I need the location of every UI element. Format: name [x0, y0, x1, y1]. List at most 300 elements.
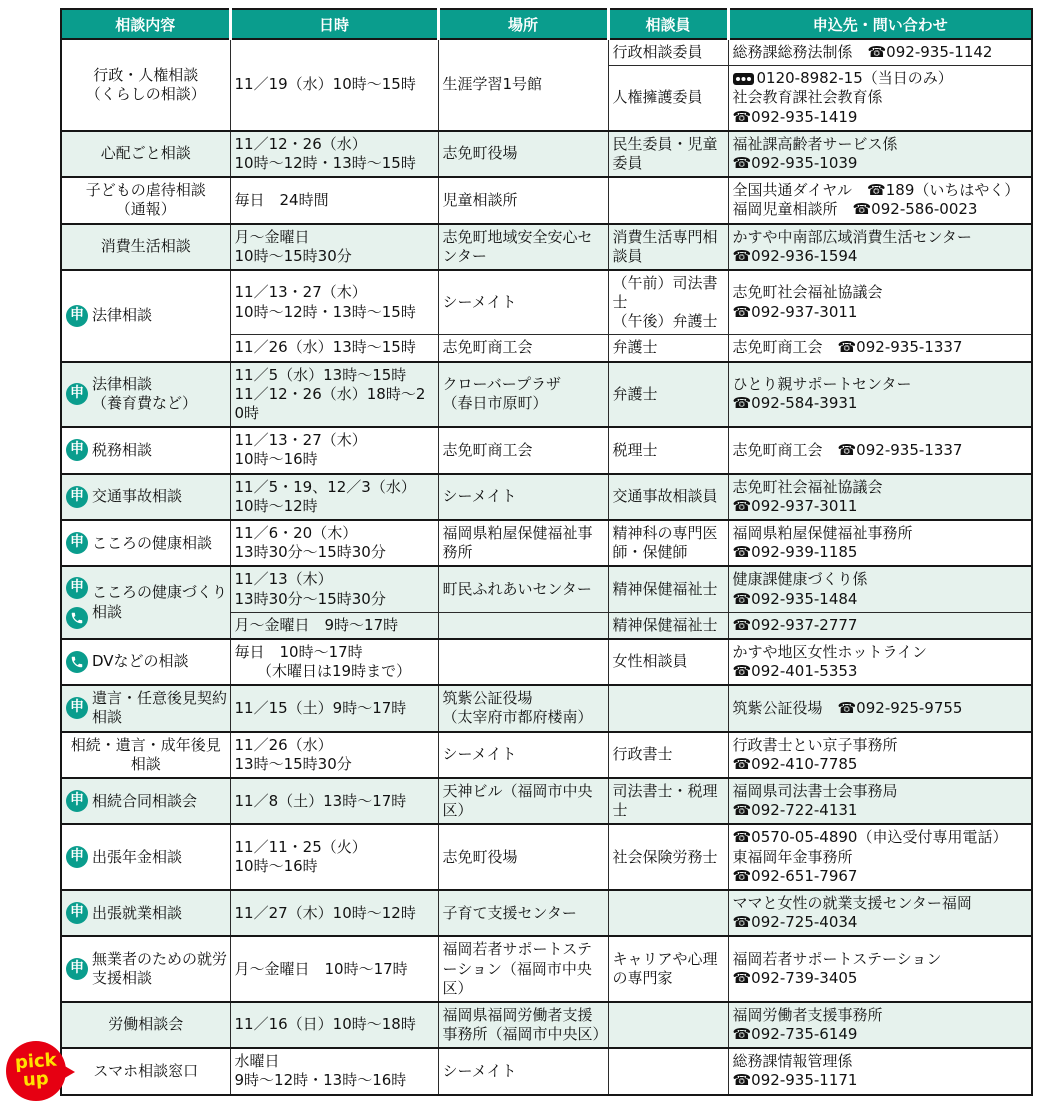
text-line: 総務課総務法制係 ☎092-935-1142 [732, 43, 993, 61]
column-header: 相談員 [608, 9, 728, 39]
text-line: 0120-8982-15（当日のみ） [733, 69, 1028, 88]
text-line: ☎092-410-7785 [732, 754, 858, 773]
text-line: 全国共通ダイヤル ☎189（いちはやく） [732, 181, 1020, 200]
cell-consult-type [61, 224, 230, 270]
text-line: 子育て支援センター [442, 903, 577, 922]
text-line: 行政書士とい京子事務所 [732, 735, 898, 754]
text-line: 11／5・19、12／3（水） [234, 477, 416, 496]
text-line: 月～金曜日 10時～17時 [234, 959, 408, 978]
text-line: 筑紫公証役場 ☎092-925-9755 [732, 698, 963, 717]
cell-datetime [230, 39, 438, 131]
pickup-badge-line1: pick [14, 1050, 58, 1074]
consult-type-label [92, 306, 152, 325]
text-line: 11／13（木） [234, 570, 333, 589]
icon-stack [66, 305, 88, 327]
cell-place [438, 732, 608, 778]
text-line: ☎092-937-2777 [732, 615, 858, 634]
icon-stack [66, 532, 88, 554]
text-line: 遺言・任意後見契約相談 [92, 689, 228, 727]
cell-datetime [230, 131, 438, 177]
cell-counselor [608, 474, 728, 520]
cell-consult-type [61, 639, 230, 685]
cell-counselor [608, 427, 728, 473]
consult-type-label [101, 237, 191, 256]
text-line: 志免町商工会 ☎092-935-1337 [732, 338, 963, 357]
cell-consult-type [61, 39, 230, 131]
text-line: スマホ相談窓口 [93, 1061, 199, 1080]
table-body [14, 39, 1032, 1095]
text-line: 精神保健福祉士 [612, 579, 718, 598]
consult-type-label [92, 904, 182, 923]
text-line: 税理士 [612, 440, 658, 459]
table-row [61, 778, 1032, 824]
cell-place [438, 1002, 608, 1048]
cell-contact [728, 1002, 1032, 1048]
consult-type-content [64, 1015, 228, 1034]
phone-icon [66, 607, 88, 629]
text-line: 東福岡年金事務所 [732, 847, 853, 866]
text-line: ☎092-937-3011 [732, 302, 858, 321]
cell-consult-type [61, 685, 230, 731]
text-line: 志免町社会福祉協議会 [732, 477, 883, 496]
text-line: 交通事故相談 [92, 487, 183, 506]
table-row [61, 566, 1032, 612]
text-line: 11／6・20（木） [234, 523, 358, 542]
text-line: 福岡県司法書士会事務局 [732, 782, 898, 800]
text-line: 労働相談会 [108, 1015, 184, 1034]
cell-counselor [608, 732, 728, 778]
phone-icon [66, 651, 88, 673]
consult-type-label [92, 487, 182, 506]
cell-consult-type [61, 890, 230, 936]
text-line: 福岡若者サポートステーション（福岡市中央区） [442, 940, 593, 997]
text-line: 11／16（日）10時～18時 [234, 1015, 416, 1034]
text-line: ☎092-936-1594 [732, 246, 858, 265]
text-line: キャリアや心理の専門家 [612, 949, 718, 988]
text-line: 生涯学習1号館 [442, 75, 543, 94]
cell-datetime [230, 685, 438, 731]
consult-type-content [64, 846, 228, 868]
text-line: こころの健康づくり相談 [92, 583, 228, 621]
text-line: 毎日 24時間 [234, 190, 329, 209]
cell-place [438, 177, 608, 223]
text-line: 女性相談員 [612, 652, 688, 671]
text-line: （木曜日は19時まで） [234, 662, 412, 681]
text-line: 人権擁護委員 [612, 88, 703, 107]
consultation-table [14, 8, 1033, 1096]
text-line: 無業者のための就労支援相談 [92, 949, 228, 988]
cell-place [438, 474, 608, 520]
consult-type-content [64, 305, 228, 327]
cell-contact [728, 66, 1032, 131]
cell-datetime [230, 732, 438, 778]
cell-place [438, 1048, 608, 1094]
table-row [61, 177, 1032, 223]
cell-datetime [230, 566, 438, 612]
apply-icon: 申 [66, 790, 88, 812]
cell-contact [728, 224, 1032, 270]
cell-datetime [230, 520, 438, 566]
freedial-icon [733, 73, 754, 85]
consult-type-content [64, 651, 228, 673]
table-row [61, 520, 1032, 566]
text-line: かすや中南部広域消費生活センター [732, 227, 972, 246]
text-line: シーメイト [442, 1061, 517, 1080]
cell-contact [728, 427, 1032, 473]
text-line: 志免町地域安全安心センター [442, 227, 593, 265]
cell-datetime [230, 890, 438, 936]
consult-type-label [92, 534, 212, 553]
cell-datetime [230, 224, 438, 270]
cell-contact [728, 778, 1032, 824]
text-line: （午前）司法書士 [612, 273, 718, 312]
apply-icon: 申 [66, 439, 88, 461]
cell-counselor [608, 778, 728, 824]
table-row [61, 131, 1032, 177]
cell-counselor [608, 685, 728, 731]
cell-contact [728, 362, 1032, 428]
consult-type-content [64, 375, 228, 413]
cell-place [438, 427, 608, 473]
consult-type-content [64, 439, 228, 461]
cell-counselor [608, 335, 728, 362]
cell-consult-type [61, 778, 230, 824]
cell-contact [728, 566, 1032, 612]
text-line: ☎092-651-7967 [732, 866, 858, 885]
text-line: 精神科の専門医師・保健師 [612, 523, 718, 562]
pickup-badge [6, 1041, 66, 1101]
cell-contact [728, 177, 1032, 223]
consult-type-label [92, 652, 189, 671]
text-line: 毎日 10時～17時 [234, 642, 363, 661]
icon-stack [66, 486, 88, 508]
cell-place [438, 639, 608, 685]
text-line: 弁護士 [612, 338, 658, 357]
table-row [61, 224, 1032, 270]
icon-stack [66, 383, 88, 405]
cell-consult-type [61, 732, 230, 778]
consult-type-label [92, 848, 182, 867]
cell-contact [728, 685, 1032, 731]
cell-counselor [608, 1048, 728, 1094]
cell-datetime [230, 427, 438, 473]
text-line: （くらしの相談） [85, 84, 206, 103]
cell-consult-type [61, 566, 230, 639]
text-line: 志免町役場 [442, 144, 518, 163]
apply-icon: 申 [66, 902, 88, 924]
cell-consult-type [61, 270, 230, 362]
text-line: 志免町社会福祉協議会 [732, 283, 883, 302]
text-line: 13時～15時30分 [234, 754, 352, 773]
text-line: （春日市原町） [442, 394, 548, 413]
text-line: 精神保健福祉士 [612, 615, 718, 634]
text-line: 福岡若者サポートステーション [732, 949, 942, 968]
icon-stack [66, 958, 88, 980]
cell-counselor [608, 520, 728, 566]
text-line: ☎092-937-3011 [732, 496, 858, 515]
text-line: 11／15（土）9時～17時 [234, 698, 407, 717]
text-line: ☎092-725-4034 [732, 913, 858, 932]
cell-datetime [230, 824, 438, 890]
text-line: （養育費など） [92, 394, 198, 413]
cell-consult-type [61, 427, 230, 473]
text-line: 福祉課高齢者サービス係 [732, 134, 898, 153]
cell-place [438, 685, 608, 731]
text-line: DVなどの相談 [92, 652, 189, 671]
text-line: 福岡児童相談所 ☎092-586-0023 [732, 200, 978, 219]
cell-contact [728, 335, 1032, 362]
table-row [61, 890, 1032, 936]
cell-consult-type [61, 1002, 230, 1048]
consult-type-label [92, 441, 152, 460]
text-line: 行政相談委員 [612, 43, 703, 61]
text-line: ☎092-735-6149 [732, 1025, 858, 1044]
text-line: シーメイト [442, 745, 517, 764]
consult-type-label [86, 181, 206, 219]
cell-consult-type [61, 177, 230, 223]
text-line: 月～金曜日 [234, 227, 310, 246]
consult-type-content [64, 950, 228, 988]
text-line: 税務相談 [92, 440, 153, 459]
cell-counselor [608, 131, 728, 177]
cell-contact [728, 890, 1032, 936]
text-line: 11／13・27（木） [234, 431, 367, 450]
pickup-badge-line2: up [22, 1068, 50, 1092]
cell-contact [728, 1048, 1032, 1094]
cell-contact [728, 39, 1032, 66]
cell-datetime [230, 778, 438, 824]
text-line: ☎092-939-1185 [732, 543, 858, 562]
cell-datetime [230, 639, 438, 685]
text-line: 行政書士 [612, 745, 673, 764]
cell-counselor [608, 824, 728, 890]
icon-stack [66, 902, 88, 924]
cell-place [438, 335, 608, 362]
text-line: かすや地区女性ホットライン [732, 642, 928, 661]
text-line: 消費生活相談 [100, 237, 191, 256]
text-line: 出張就業相談 [92, 903, 183, 922]
text-line: 福岡県福岡労働者支援事務所（福岡市中央区） [442, 1005, 608, 1044]
text-line: 法律相談 [92, 375, 153, 394]
cell-place [438, 936, 608, 1002]
text-line: ☎092-935-1419 [732, 107, 858, 126]
cell-contact [728, 732, 1032, 778]
cell-counselor [608, 612, 728, 639]
consult-type-content [64, 577, 228, 629]
text-line: 消費生活専門相談員 [612, 227, 718, 265]
apply-icon: 申 [66, 383, 88, 405]
table-row [61, 474, 1032, 520]
header-row [61, 9, 1032, 39]
text-line: ☎092-401-5353 [732, 662, 858, 681]
text-line: 11／27（木）10時～12時 [234, 903, 416, 922]
text-line: 10時～12時 [234, 496, 318, 515]
consult-type-content [64, 532, 228, 554]
consult-type-content [64, 237, 228, 256]
cell-datetime [230, 335, 438, 362]
consult-type-label [92, 792, 197, 811]
table-row [61, 39, 1032, 66]
cell-counselor [608, 936, 728, 1002]
apply-icon: 申 [66, 305, 88, 327]
text-line: 行政・人権相談 [93, 65, 199, 84]
apply-icon: 申 [66, 846, 88, 868]
apply-icon: 申 [66, 958, 88, 980]
table-header [61, 9, 1032, 39]
cell-place [438, 566, 608, 612]
cell-consult-type [61, 936, 230, 1002]
text-line: 志免町商工会 [442, 338, 533, 357]
cell-counselor [608, 66, 728, 131]
text-line: 11／8（土）13時～17時 [234, 791, 407, 810]
cell-place [438, 224, 608, 270]
text-line: （太宰府市都府楼南） [442, 708, 593, 727]
text-line: 11／11・25（火） [234, 837, 367, 856]
table-row [61, 685, 1032, 731]
table-row [61, 270, 1032, 335]
text-line: 社会保険労務士 [612, 847, 718, 866]
text-line: 筑紫公証役場 [442, 689, 533, 708]
text-line: 13時30分～15時30分 [234, 589, 386, 608]
text-line: 志免町商工会 ☎092-935-1337 [732, 440, 963, 459]
cell-place [438, 778, 608, 824]
text-line: 法律相談 [92, 306, 153, 325]
text-line: ママと女性の就業支援センター福岡 [732, 893, 972, 912]
text-line: 11／26（水）13時～15時 [234, 338, 416, 357]
cell-contact [728, 520, 1032, 566]
cell-datetime [230, 1002, 438, 1048]
cell-contact [728, 824, 1032, 890]
cell-place [438, 612, 608, 639]
icon-stack [66, 846, 88, 868]
table-row [61, 824, 1032, 890]
cell-place [438, 520, 608, 566]
consult-type-label [92, 950, 228, 988]
text-line: 司法書士・税理士 [612, 782, 718, 820]
text-line: 11／5（水）13時～15時 [234, 365, 407, 384]
text-line: 健康課健康づくり係 [732, 570, 868, 589]
cell-consult-type [61, 131, 230, 177]
apply-icon: 申 [66, 577, 88, 599]
text-line: 子どもの虐待相談 [85, 181, 206, 200]
text-line: ☎092-935-1484 [732, 589, 858, 608]
text-line: クローバープラザ [442, 375, 562, 394]
text-line: 11／26（水） [234, 735, 333, 754]
cell-datetime [230, 362, 438, 428]
cell-counselor [608, 890, 728, 936]
cell-place [438, 131, 608, 177]
cell-consult-type [61, 362, 230, 428]
text-line: 心配ごと相談 [100, 144, 191, 163]
cell-counselor [608, 1002, 728, 1048]
consult-type-content [64, 790, 228, 812]
cell-datetime [230, 270, 438, 335]
text-line: ☎092-935-1171 [732, 1071, 858, 1090]
text-line: 11／13・27（木） [234, 283, 367, 302]
consult-type-content [64, 66, 228, 104]
cell-consult-type [61, 520, 230, 566]
icon-stack [66, 651, 88, 673]
icon-stack [66, 790, 88, 812]
consult-type-content [64, 689, 228, 727]
text-line: 弁護士 [612, 384, 658, 403]
table-row [61, 1002, 1032, 1048]
text-line: シーメイト [442, 487, 517, 506]
cell-consult-type [61, 474, 230, 520]
text-line: 11／19（水）10時～15時 [234, 75, 416, 94]
text-line: ☎0570-05-4890（申込受付専用電話） [732, 828, 1008, 847]
text-line: 水曜日 [234, 1052, 280, 1071]
text-line: （午後）弁護士 [612, 312, 718, 331]
text-line: 相続合同相談会 [92, 791, 198, 810]
text-line: 月～金曜日 9時～17時 [234, 615, 399, 634]
cell-counselor [608, 224, 728, 270]
icon-stack [66, 439, 88, 461]
column-header: 場所 [438, 9, 608, 39]
text-line: 相続・遺言・成年後見相談 [70, 735, 221, 773]
apply-icon: 申 [66, 532, 88, 554]
cell-consult-type [14, 1048, 230, 1094]
consult-type-label [101, 144, 191, 163]
text-line: ☎092-722-4131 [732, 801, 858, 820]
consult-type-content [64, 181, 228, 219]
apply-icon: 申 [66, 486, 88, 508]
text-line: 社会教育課社会教育係 [732, 88, 883, 107]
cell-consult-type [61, 824, 230, 890]
cell-place [438, 824, 608, 890]
consult-type-label [86, 66, 206, 104]
text-line: 福岡県粕屋保健福祉事務所 [732, 523, 913, 542]
column-header: 日時 [230, 9, 438, 39]
cell-contact [728, 270, 1032, 335]
text-line: ☎092-584-3931 [732, 394, 858, 413]
text-line: 天神ビル（福岡市中央区） [442, 782, 593, 820]
text-line: 10時～16時 [234, 857, 318, 876]
cell-counselor [608, 39, 728, 66]
text-line: 児童相談所 [442, 190, 518, 209]
cell-place [438, 890, 608, 936]
cell-place [438, 362, 608, 428]
text-line: 10時～12時・13時～15時 [234, 153, 416, 172]
consult-type-content [64, 1062, 228, 1081]
text-line: 民生委員・児童委員 [612, 134, 718, 172]
cell-contact [728, 612, 1032, 639]
text-line: ☎092-935-1039 [732, 153, 858, 172]
consult-type-content [64, 736, 228, 774]
text-line: ☎092-739-3405 [732, 969, 858, 988]
cell-counselor [608, 566, 728, 612]
text-line: 志免町役場 [442, 847, 518, 866]
cell-datetime [230, 936, 438, 1002]
cell-contact [728, 936, 1032, 1002]
column-header: 相談内容 [61, 9, 230, 39]
cell-counselor [608, 639, 728, 685]
table-row [61, 732, 1032, 778]
table-row [61, 936, 1032, 1002]
table-row [61, 362, 1032, 428]
text-line: シーメイト [442, 293, 517, 312]
cell-contact [728, 474, 1032, 520]
text-line: 志免町商工会 [442, 440, 533, 459]
table-row [61, 639, 1032, 685]
text-line: 出張年金相談 [92, 847, 183, 866]
column-header: 申込先・問い合わせ [728, 9, 1032, 39]
icon-stack [66, 697, 88, 719]
table-row [61, 427, 1032, 473]
consult-type-content [64, 144, 228, 163]
consult-type-label [93, 1062, 198, 1081]
cell-contact [728, 131, 1032, 177]
